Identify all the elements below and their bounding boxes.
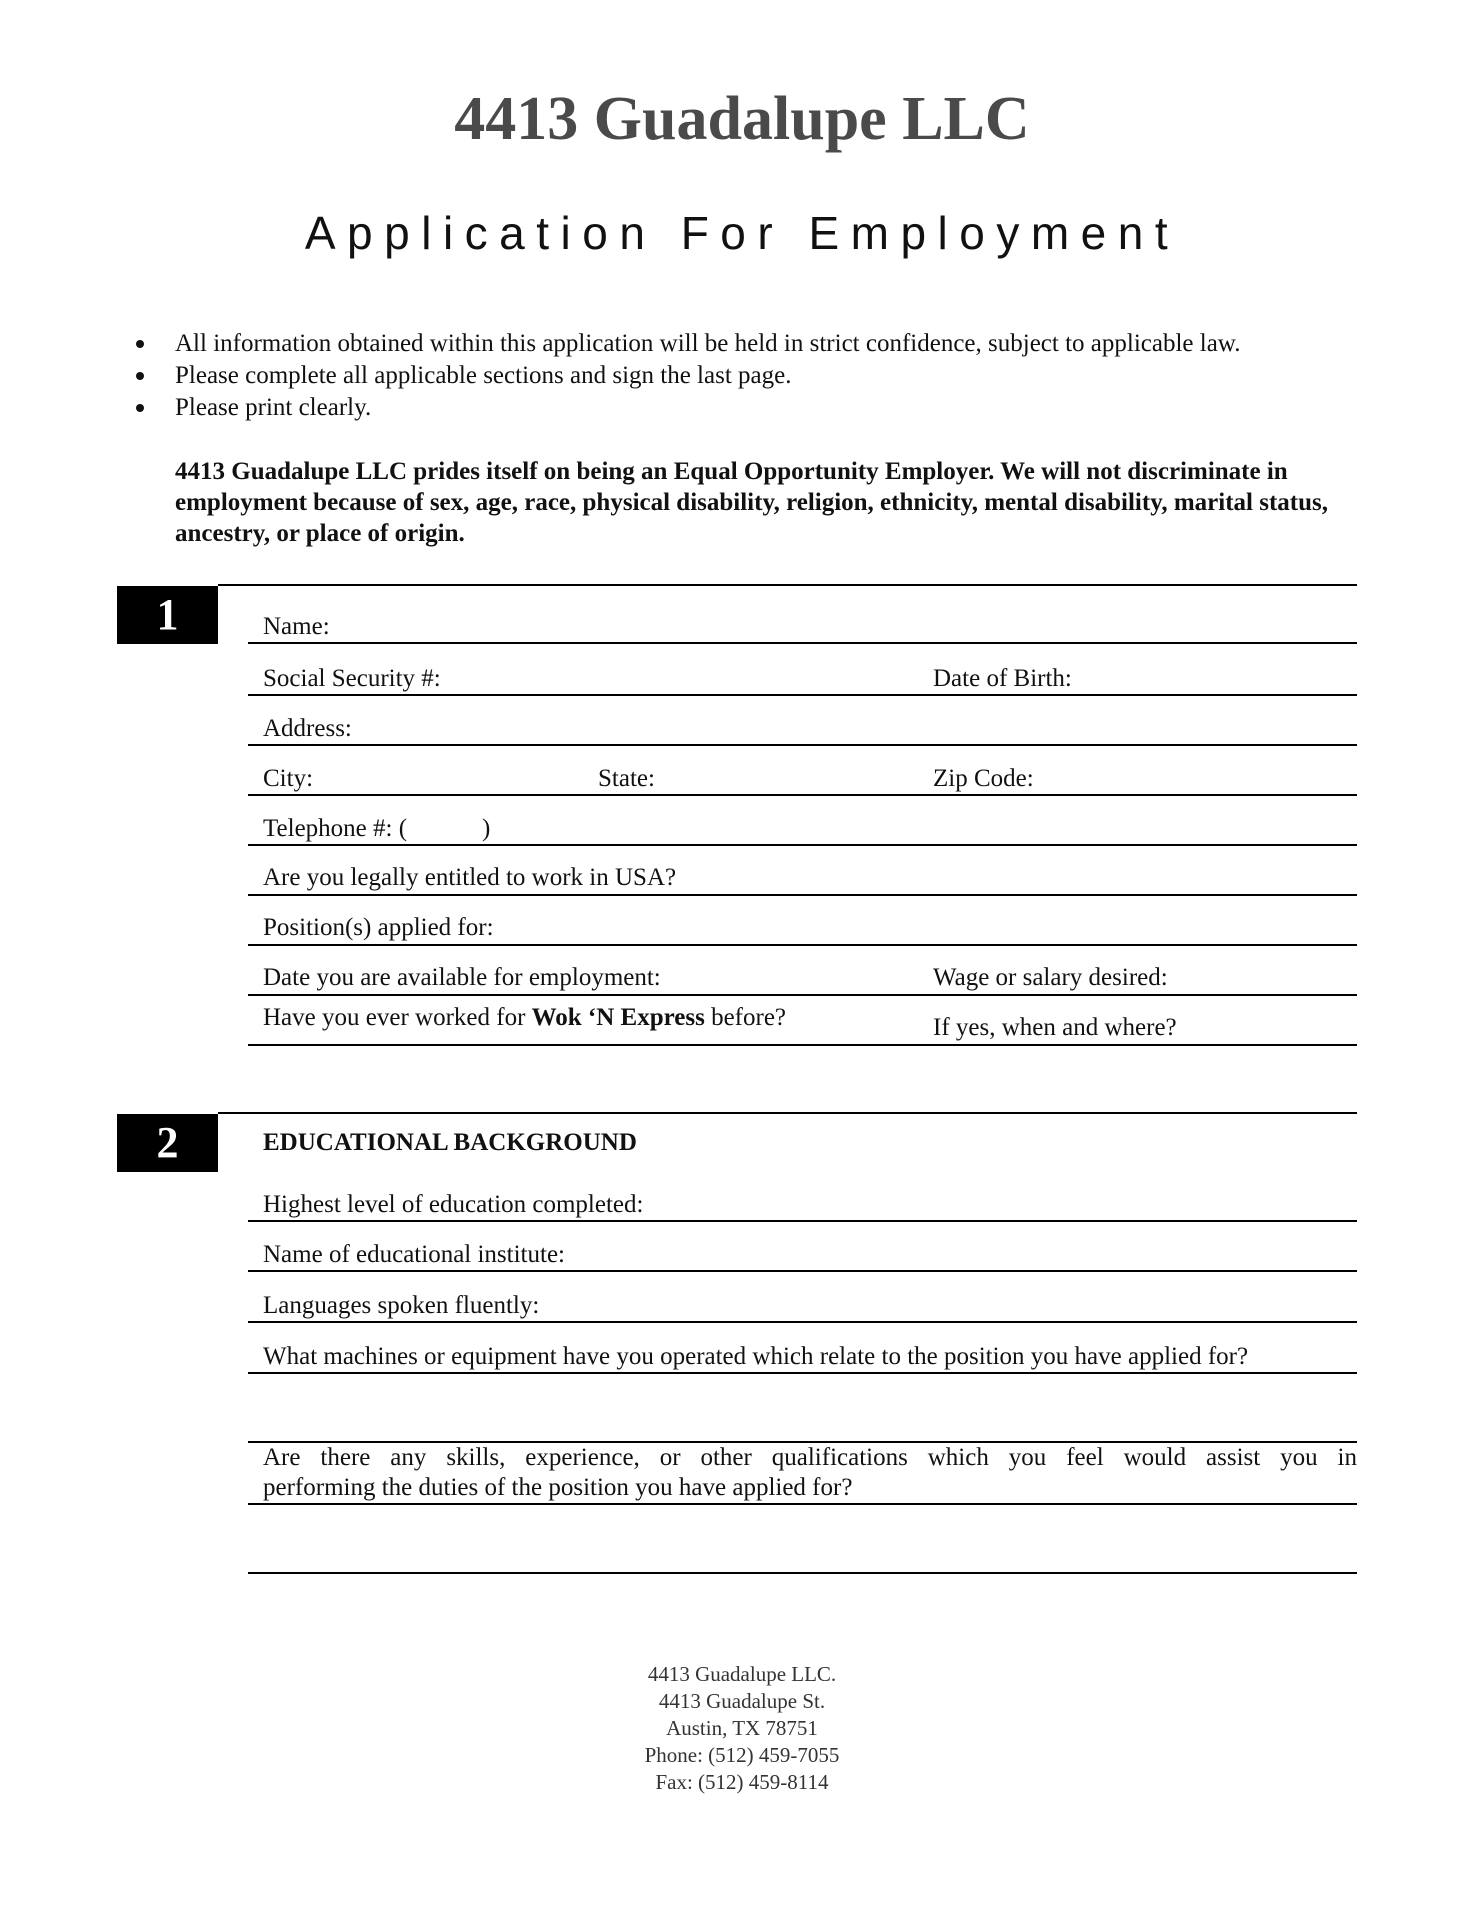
state-label: State:: [598, 765, 655, 792]
institute-label: Name of educational institute:: [263, 1241, 565, 1268]
skills-answer-line[interactable]: [248, 1572, 1357, 1574]
worked-before-suffix: before?: [704, 1004, 787, 1031]
section-number-2: 2: [117, 1114, 218, 1172]
footer-address: [0, 1661, 1484, 1796]
machines-label: What machines or equipment have you operated which relate to the position you have applied for?: [263, 1343, 1249, 1370]
name-label: Name:: [263, 613, 330, 640]
wage-label: Wage or salary desired:: [933, 964, 1168, 991]
list-item: [130, 328, 1240, 360]
page-title: Application For Employment: [304, 207, 1180, 259]
worked-before-company: Wok ‘N Express: [531, 1004, 705, 1031]
telephone-field[interactable]: [248, 844, 1357, 846]
eeo-statement: 4413 Guadalupe LLC prides itself on being an Equal Opportunity Employer. We will not discriminate in employment because of sex, age, race, physical disability, religion, ethnicity, mental disability, marital status, ancestry, or place of origin.: [175, 458, 1328, 547]
company-name: 4413 Guadalupe LLC: [454, 85, 1030, 153]
address-field[interactable]: [248, 744, 1357, 746]
city-state-zip-field[interactable]: [248, 794, 1357, 796]
education-level-field[interactable]: [248, 1220, 1357, 1222]
instructions-list: [130, 328, 1240, 424]
worked-before-label: [263, 1003, 786, 1033]
section-number-1: 1: [117, 586, 218, 644]
footer-phone: Phone: (512) 459-7055: [644, 1743, 840, 1767]
ssn-dob-field[interactable]: [248, 694, 1357, 696]
institute-field[interactable]: [248, 1270, 1357, 1272]
dob-label: Date of Birth:: [933, 665, 1072, 692]
bullet-icon: [136, 340, 144, 348]
telephone-label: Telephone #: ( ): [263, 815, 491, 842]
bullet-icon: [136, 372, 144, 380]
address-label: Address:: [263, 715, 352, 742]
list-item: [130, 392, 1240, 424]
machines-field[interactable]: [248, 1372, 1357, 1374]
footer-street: 4413 Guadalupe St.: [658, 1689, 826, 1713]
worked-before-prefix: Have you ever worked for: [263, 1004, 532, 1031]
list-item: [130, 360, 1240, 392]
languages-label: Languages spoken fluently:: [263, 1292, 540, 1319]
footer-company: 4413 Guadalupe LLC.: [647, 1662, 837, 1686]
positions-field[interactable]: [248, 944, 1357, 946]
skills-label-line2: performing the duties of the position you have applied for?: [263, 1474, 853, 1501]
instruction-text: All information obtained within this application will be held in strict confidence, subject to applicable law.: [175, 330, 1241, 357]
bullet-icon: [136, 404, 144, 412]
if-yes-label: If yes, when and where?: [933, 1014, 1177, 1041]
city-label: City:: [263, 765, 314, 792]
availability-wage-field[interactable]: [248, 994, 1357, 996]
footer-fax: Fax: (512) 459-8114: [655, 1770, 829, 1794]
section-divider: [218, 584, 1357, 586]
education-level-label: Highest level of education completed:: [263, 1191, 644, 1218]
positions-label: Position(s) applied for:: [263, 914, 494, 941]
instruction-text: Please complete all applicable sections and sign the last page.: [175, 362, 792, 389]
skills-label-line1: Are there any skills, experience, or other qualifications which you feel would assist you in: [263, 1444, 1357, 1471]
skills-field[interactable]: [248, 1503, 1357, 1505]
footer-city: Austin, TX 78751: [666, 1716, 818, 1740]
legal-work-field[interactable]: [248, 894, 1357, 896]
zip-label: Zip Code:: [933, 765, 1034, 792]
instruction-text: Please print clearly.: [175, 394, 372, 421]
education-heading: EDUCATIONAL BACKGROUND: [263, 1129, 637, 1156]
skills-question: [263, 1443, 1357, 1503]
legal-work-label: Are you legally entitled to work in USA?: [263, 864, 677, 891]
worked-before-field[interactable]: [248, 1044, 1357, 1046]
ssn-label: Social Security #:: [263, 665, 441, 692]
availability-label: Date you are available for employment:: [263, 964, 661, 991]
name-field[interactable]: [248, 642, 1357, 644]
section-divider: [218, 1112, 1357, 1114]
languages-field[interactable]: [248, 1321, 1357, 1323]
